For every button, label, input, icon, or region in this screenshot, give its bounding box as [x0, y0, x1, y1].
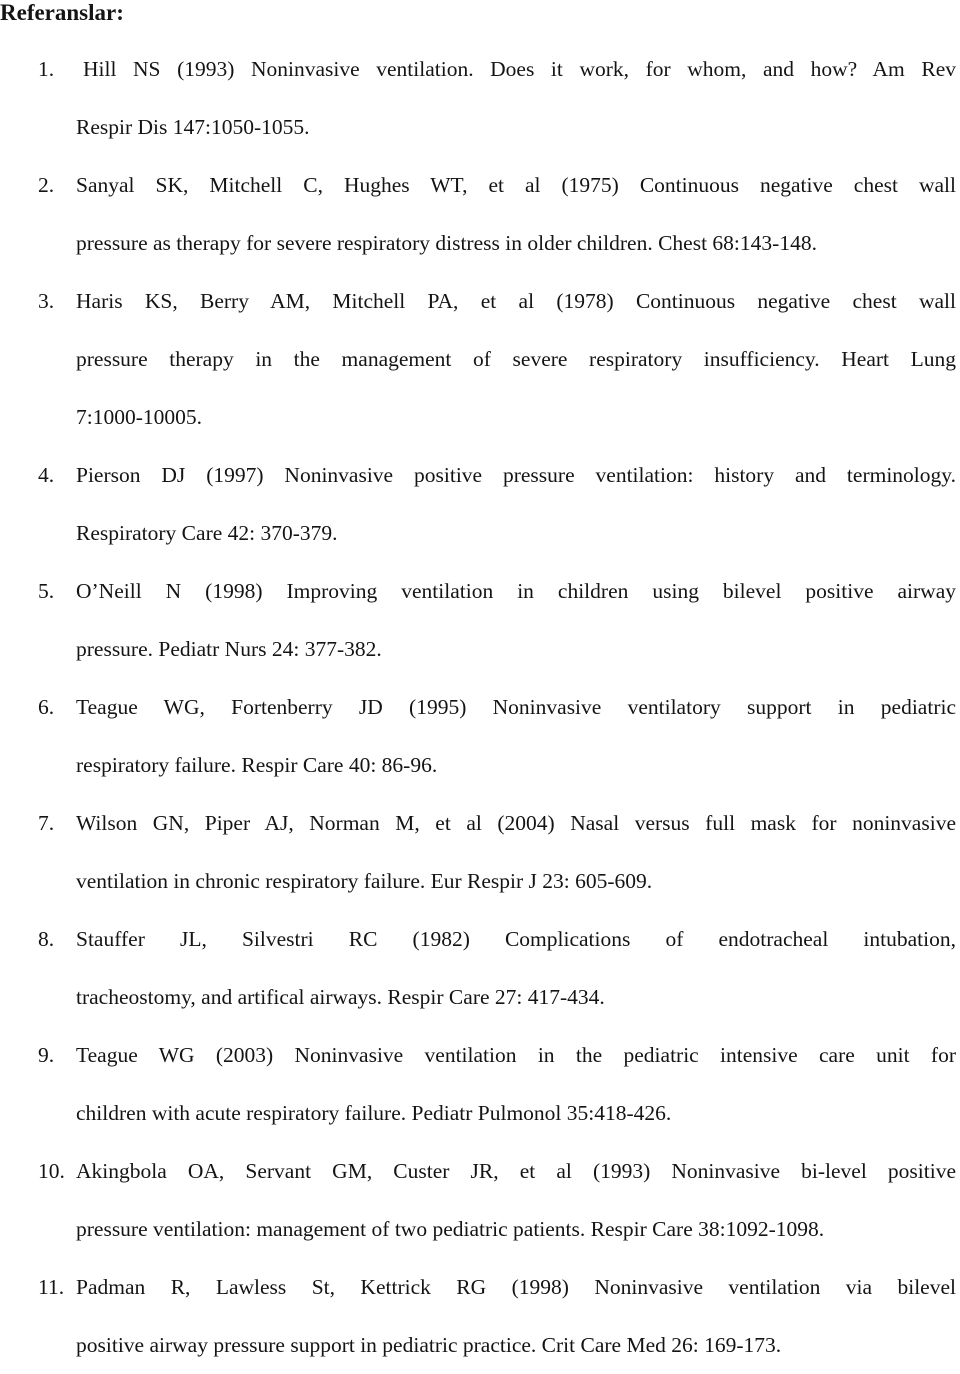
- reference-line: Stauffer JL, Silvestri RC (1982) Complications of endotracheal intubation,: [76, 927, 956, 951]
- reference-line: O’Neill N (1998) Improving ventilation in children using bilevel positive airway: [76, 579, 956, 603]
- reference-line: Wilson GN, Piper AJ, Norman M, et al (2004) Nasal versus full mask for noninvasive: [76, 811, 956, 835]
- reference-number: 9.: [38, 1043, 55, 1067]
- reference-number: 5.: [38, 579, 55, 603]
- reference-number: 4.: [38, 463, 55, 487]
- reference-text: [76, 272, 956, 446]
- reference-line: Akingbola OA, Servant GM, Custer JR, et al (1993) Noninvasive bi-level positive: [76, 1159, 956, 1183]
- reference-text: [76, 794, 956, 910]
- reference-item: [0, 910, 960, 1026]
- reference-line: Pierson DJ (1997) Noninvasive positive pressure ventilation: history and terminology.: [76, 463, 956, 487]
- reference-text: [76, 1258, 956, 1374]
- reference-number: 1.: [38, 57, 55, 81]
- reference-number: 6.: [38, 695, 55, 719]
- reference-line: 7:1000-10005.: [76, 405, 203, 429]
- reference-line: pressure. Pediatr Nurs 24: 377-382.: [76, 637, 382, 661]
- reference-number: 10.: [38, 1159, 65, 1183]
- reference-item: [0, 40, 960, 156]
- page-heading: Referanslar:: [0, 0, 124, 25]
- reference-line: children with acute respiratory failure. Pediatr Pulmonol 35:418-426.: [76, 1101, 672, 1125]
- reference-item: [0, 1258, 960, 1374]
- reference-text: [76, 40, 956, 156]
- reference-item: [0, 1142, 960, 1258]
- reference-text: [76, 1142, 956, 1258]
- reference-line: Respir Dis 147:1050-1055.: [76, 115, 310, 139]
- reference-number: 8.: [38, 927, 55, 951]
- reference-line: pressure therapy in the management of severe respiratory insufficiency. Heart Lung: [76, 347, 956, 371]
- reference-line: tracheostomy, and artifical airways. Respir Care 27: 417-434.: [76, 985, 605, 1009]
- reference-text: [76, 1026, 956, 1142]
- reference-line: Teague WG (2003) Noninvasive ventilation in the pediatric intensive care unit for: [76, 1043, 956, 1067]
- reference-text: [76, 910, 956, 1026]
- reference-line: pressure ventilation: management of two pediatric patients. Respir Care 38:1092-1098.: [76, 1217, 825, 1241]
- reference-line: positive airway pressure support in pediatric practice. Crit Care Med 26: 169-173.: [76, 1333, 782, 1357]
- reference-list: [0, 40, 960, 1374]
- reference-line: Haris KS, Berry AM, Mitchell PA, et al (1978) Continuous negative chest wall: [76, 289, 956, 313]
- reference-number: 11.: [38, 1275, 65, 1299]
- reference-item: [0, 678, 960, 794]
- reference-text: [76, 562, 956, 678]
- reference-text: [76, 446, 956, 562]
- reference-line: ventilation in chronic respiratory failure. Eur Respir J 23: 605-609.: [76, 869, 653, 893]
- reference-item: [0, 562, 960, 678]
- reference-number: 3.: [38, 289, 55, 313]
- reference-line: pressure as therapy for severe respiratory distress in older children. Chest 68:143-148.: [76, 231, 817, 255]
- reference-item: [0, 1026, 960, 1142]
- reference-line: Hill NS (1993) Noninvasive ventilation. Does it work, for whom, and how? Am Rev: [83, 57, 956, 81]
- reference-text: [76, 678, 956, 794]
- reference-line: Sanyal SK, Mitchell C, Hughes WT, et al (1975) Continuous negative chest wall: [76, 173, 956, 197]
- reference-item: [0, 446, 960, 562]
- reference-number: 7.: [38, 811, 55, 835]
- reference-line: Padman R, Lawless St, Kettrick RG (1998) Noninvasive ventilation via bilevel: [76, 1275, 956, 1299]
- reference-text: [76, 156, 956, 272]
- reference-line: respiratory failure. Respir Care 40: 86-96.: [76, 753, 438, 777]
- reference-line: Respiratory Care 42: 370-379.: [76, 521, 338, 545]
- reference-item: [0, 272, 960, 446]
- reference-item: [0, 794, 960, 910]
- reference-line: Teague WG, Fortenberry JD (1995) Noninvasive ventilatory support in pediatric: [76, 695, 956, 719]
- reference-number: 2.: [38, 173, 55, 197]
- reference-item: [0, 156, 960, 272]
